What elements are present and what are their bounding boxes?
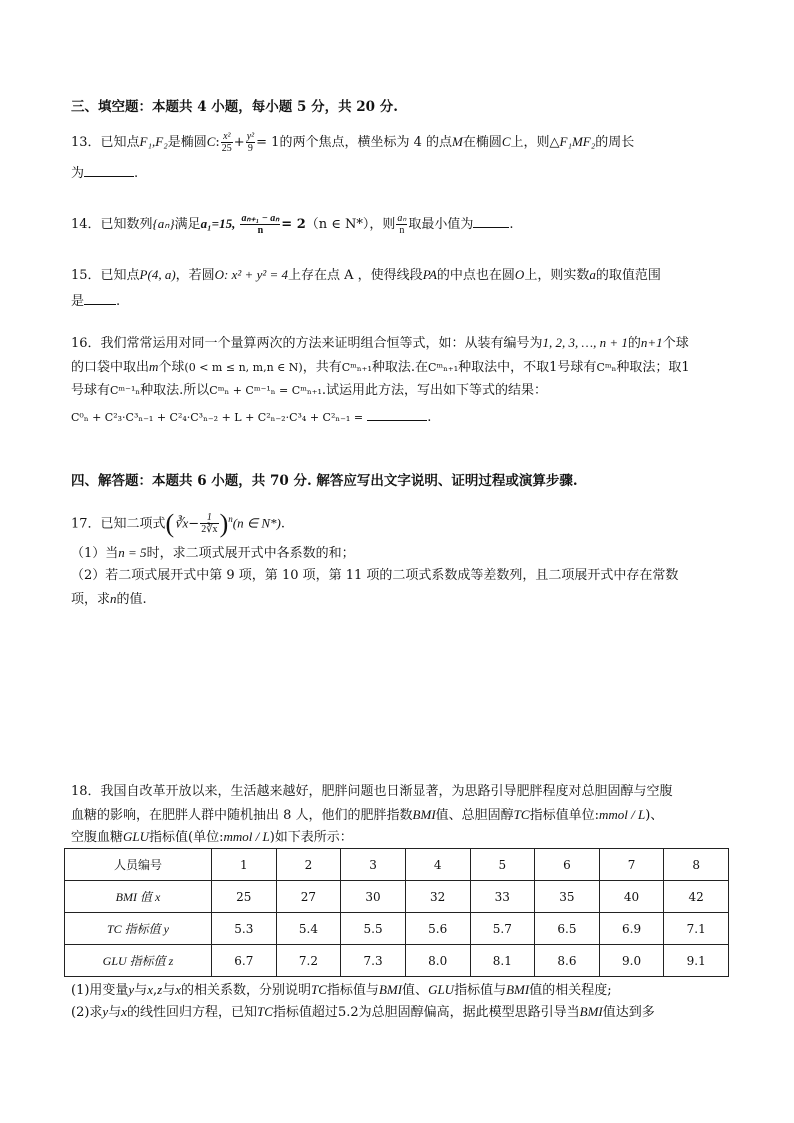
answer-blank-14[interactable] bbox=[473, 214, 509, 228]
question-13-line-2: 为 . bbox=[71, 163, 138, 183]
table-cell: 5.5 bbox=[341, 913, 406, 945]
table-cell: 27 bbox=[276, 881, 341, 913]
table-cell: 5 bbox=[470, 849, 535, 881]
table-cell: 人员编号 bbox=[65, 849, 212, 881]
answer-blank-15[interactable] bbox=[84, 291, 116, 305]
question-16-line-2: 的口袋中取出m个球(0 < m ≤ n, m,n ∈ N)，共有Cᵐₙ₊₁种取法.在Cᵐₙ₊₁种取法中，不取1号球有Cᵐₙ种取法；取1 bbox=[71, 359, 690, 375]
section-4-heading: 四、解答题：本题共 6 小题，共 70 分. 解答应写出文字说明、证明过程或演算步骤. bbox=[71, 473, 578, 489]
table-cell: 30 bbox=[341, 881, 406, 913]
answer-blank-13[interactable] bbox=[84, 163, 134, 177]
table-cell: 32 bbox=[405, 881, 470, 913]
table-cell: 4 bbox=[405, 849, 470, 881]
table-cell: 33 bbox=[470, 881, 535, 913]
section-3-heading: 三、填空题：本题共 4 小题，每小题 5 分，共 20 分. bbox=[71, 99, 398, 115]
question-17-part-1: （1）当n = 5时，求二项式展开式中各系数的和； bbox=[71, 545, 355, 561]
table-row-label: TC 指标值 y bbox=[65, 913, 212, 945]
question-18-part-2: (2)求y与x的线性回归方程，已知TC指标值超过5.2为总胆固醇偏高，据此模型思路引导当BMI值达到多 bbox=[71, 1004, 655, 1020]
table-header-row bbox=[65, 849, 729, 881]
table-cell: 8 bbox=[664, 849, 729, 881]
question-14: 14．已知数列{aₙ}满足a₁=15, $\frac{\text{aₙ₊₁ − aₙ}}{n}$ = 2（n ∈ N*），则 $\frac{\text{aₙ}}{n}$ 取最小值为 . bbox=[71, 213, 514, 236]
table-cell: 35 bbox=[535, 881, 600, 913]
table-cell: 2 bbox=[276, 849, 341, 881]
question-15-line-2: 是 . bbox=[71, 291, 120, 311]
answer-blank-16[interactable] bbox=[367, 407, 427, 421]
table-cell: 9.0 bbox=[599, 945, 664, 977]
question-16-line-4: C⁰ₙ + C²₃·C³ₙ₋₁ + C²₄·C³ₙ₋₂ + L + C²ₙ₋₂·C³₄ + C²ₙ₋₁ = . bbox=[71, 407, 431, 427]
table-row bbox=[65, 945, 729, 977]
table-cell: 7.2 bbox=[276, 945, 341, 977]
table-row bbox=[65, 881, 729, 913]
table-cell: 6.7 bbox=[212, 945, 277, 977]
table-cell: 8.6 bbox=[535, 945, 600, 977]
table-cell: 25 bbox=[212, 881, 277, 913]
table-cell: 6.9 bbox=[599, 913, 664, 945]
table-cell: 5.6 bbox=[405, 913, 470, 945]
question-15-line-1: 15．已知点P(4, a)，若圆O: x² + y² = 4上存在点 A ，使得线段PA的中点也在圆O上，则实数a的取值范围 bbox=[71, 267, 661, 283]
question-18-part-1: (1)用变量y与x,z与x的相关系数，分别说明TC指标值与BMI值、GLU指标值与BMI值的相关程度; bbox=[71, 982, 612, 998]
question-17-part-2-cont: 项，求n的值. bbox=[71, 591, 147, 607]
question-17-line-1: 17．已知二项式(∛x− $\frac{1}{2∛x}$ )$^n$(n ∈ N*). bbox=[71, 508, 286, 538]
table-cell: 5.3 bbox=[212, 913, 277, 945]
table-cell: 5.4 bbox=[276, 913, 341, 945]
table-cell: 8.0 bbox=[405, 945, 470, 977]
question-16-line-3: 号球有Cᵐ⁻¹ₙ种取法.所以Cᵐₙ + Cᵐ⁻¹ₙ = Cᵐₙ₊₁.试运用此方法，写出如下等式的结果： bbox=[71, 383, 548, 398]
question-17-part-2: （2）若二项式展开式中第 9 项，第 10 项，第 11 项的二项式系数成等差数列，且二项展开式中存在常数 bbox=[71, 568, 679, 583]
table-cell: 42 bbox=[664, 881, 729, 913]
table-cell: 9.1 bbox=[664, 945, 729, 977]
table-row-label: GLU 指标值 z bbox=[65, 945, 212, 977]
table-cell: 6.5 bbox=[535, 913, 600, 945]
table-cell: 7 bbox=[599, 849, 664, 881]
question-16-line-1: 16．我们常常运用对同一个量算两次的方法来证明组合恒等式，如：从装有编号为1, 2, 3, …, n + 1的n+1个球 bbox=[71, 335, 689, 351]
question-18-line-1: 18．我国自改革开放以来，生活越来越好，肥胖问题也日渐显著，为思路引导肥胖程度对总胆固醇与空腹 bbox=[71, 784, 673, 799]
table-cell: 1 bbox=[212, 849, 277, 881]
table-cell: 3 bbox=[341, 849, 406, 881]
data-table bbox=[64, 848, 729, 977]
question-13-line-1: 13．已知点F₁,F₂是椭圆C: $\frac{\text{x²}}{25}$ + $\frac{\text{y²}}{9}$ = 1的两个焦点，横坐标为 4 的点M在椭圆C上，则△F₁MF₂的周长 bbox=[71, 131, 635, 154]
table-cell: 6 bbox=[535, 849, 600, 881]
table-row bbox=[65, 913, 729, 945]
table-row-label: BMI 值 x bbox=[65, 881, 212, 913]
table-cell: 7.1 bbox=[664, 913, 729, 945]
question-18-line-3: 空腹血糖GLU指标值(单位:mmol / L)如下表所示： bbox=[71, 829, 353, 845]
table-cell: 7.3 bbox=[341, 945, 406, 977]
table-cell: 5.7 bbox=[470, 913, 535, 945]
table-cell: 8.1 bbox=[470, 945, 535, 977]
table-cell: 40 bbox=[599, 881, 664, 913]
question-18-line-2: 血糖的影响，在肥胖人群中随机抽出 8 人，他们的肥胖指数BMI值、总胆固醇TC指标值单位:mmol / L)、 bbox=[71, 807, 664, 823]
